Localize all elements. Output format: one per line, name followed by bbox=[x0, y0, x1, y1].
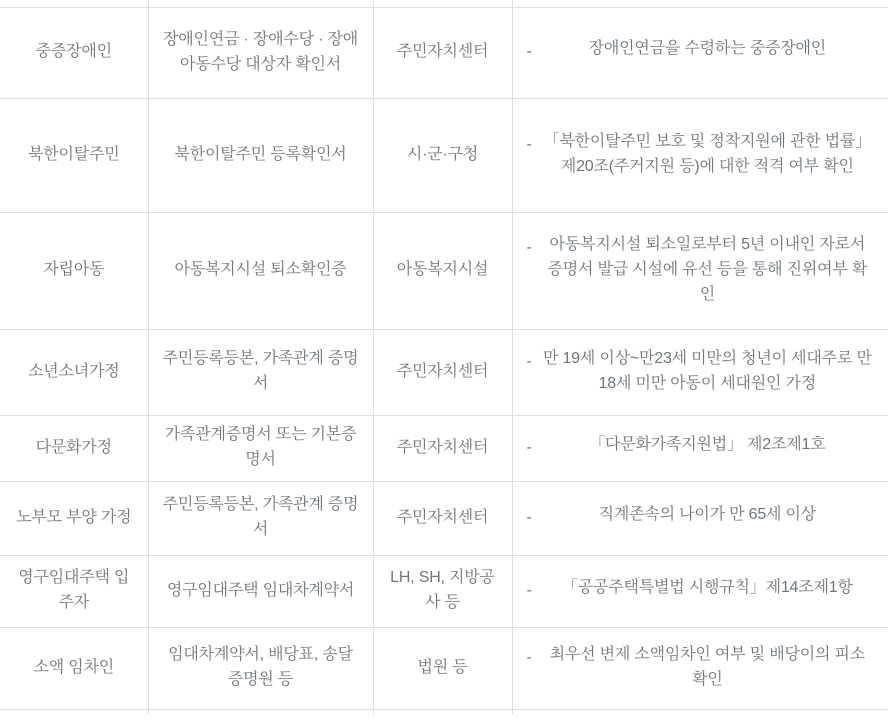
empty-cell bbox=[0, 709, 148, 714]
dash-bullet: - bbox=[526, 438, 532, 456]
document-cell: 가족관계증명서 또는 기본증명서 bbox=[148, 415, 373, 481]
note-text: 직계존속의 나이가 만 65세 이상 bbox=[598, 505, 817, 523]
issuer-cell: 주민자치센터 bbox=[373, 415, 512, 481]
category-cell: 중증장애인 bbox=[0, 7, 148, 98]
empty-cell bbox=[512, 0, 888, 7]
category-cell: 노부모 부양 가정 bbox=[0, 481, 148, 555]
note-line bbox=[527, 576, 875, 606]
document-cell: 아동복지시설 퇴소확인증 bbox=[148, 212, 373, 329]
note-text: 「북한이탈주민 보호 및 정착지원에 관한 법률」제20조(주거지원 등)에 대한 적격 여부 확인 bbox=[543, 133, 872, 175]
table-row bbox=[0, 98, 888, 212]
category-cell: 영구임대주택 입주자 bbox=[0, 555, 148, 627]
category-cell: 소년소녀가정 bbox=[0, 329, 148, 415]
note-cell bbox=[512, 481, 888, 555]
table-row bbox=[0, 555, 888, 627]
note-text: 만 19세 이상~만23세 미만의 청년이 세대주로 만 18세 미만 아동이 세대원인 가정 bbox=[542, 350, 872, 392]
dash-bullet: - bbox=[526, 353, 532, 371]
table-row bbox=[0, 329, 888, 415]
dash-bullet: - bbox=[526, 649, 532, 667]
category-cell: 다문화가정 bbox=[0, 415, 148, 481]
document-cell: 주민등록등본, 가족관계 증명서 bbox=[148, 329, 373, 415]
note-line bbox=[527, 347, 875, 397]
document-cell: 임대차계약서, 배당표, 송달증명원 등 bbox=[148, 627, 373, 709]
note-text: 아동복지시설 퇴소일로부터 5년 이내인 자로서 증명서 발급 시설에 유선 등을 통해 진위여부 확인 bbox=[547, 236, 868, 303]
table-row bbox=[0, 415, 888, 481]
issuer-cell: 아동복지시설 bbox=[373, 212, 512, 329]
dash-bullet: - bbox=[526, 581, 532, 599]
category-cell: 소액 임차인 bbox=[0, 627, 148, 709]
note-line bbox=[527, 643, 875, 693]
note-line bbox=[527, 37, 875, 67]
note-text: 「공공주택특별법 시행규칙」제14조제1항 bbox=[561, 578, 853, 596]
category-cell: 북한이탈주민 bbox=[0, 98, 148, 212]
empty-cell bbox=[373, 709, 512, 714]
document-cell: 북한이탈주민 등록확인서 bbox=[148, 98, 373, 212]
note-cell bbox=[512, 98, 888, 212]
note-text: 최우선 변제 소액임차인 여부 및 배당이의 피소 확인 bbox=[549, 646, 865, 688]
note-cell bbox=[512, 329, 888, 415]
note-cell bbox=[512, 415, 888, 481]
dash-bullet: - bbox=[526, 43, 532, 61]
empty-cell bbox=[512, 709, 888, 714]
dash-bullet: - bbox=[526, 136, 532, 154]
table-row bbox=[0, 212, 888, 329]
table-row-partial-bottom bbox=[0, 709, 888, 714]
note-text: 장애인연금을 수령하는 중증장애인 bbox=[588, 40, 826, 58]
issuer-cell: 주민자치센터 bbox=[373, 7, 512, 98]
dash-bullet: - bbox=[526, 508, 532, 526]
table-row-partial-top bbox=[0, 0, 888, 7]
note-line bbox=[527, 233, 875, 307]
note-line bbox=[527, 130, 875, 180]
issuer-cell: 주민자치센터 bbox=[373, 329, 512, 415]
note-cell bbox=[512, 555, 888, 627]
note-cell bbox=[512, 7, 888, 98]
category-cell: 자립아동 bbox=[0, 212, 148, 329]
document-cell: 주민등록등본, 가족관계 증명서 bbox=[148, 481, 373, 555]
note-line bbox=[527, 433, 875, 463]
table-row bbox=[0, 7, 888, 98]
issuer-cell: 주민자치센터 bbox=[373, 481, 512, 555]
note-cell bbox=[512, 627, 888, 709]
dash-bullet: - bbox=[526, 239, 532, 257]
issuer-cell: LH, SH, 지방공사 등 bbox=[373, 555, 512, 627]
empty-cell bbox=[0, 0, 148, 7]
document-cell: 장애인연금 · 장애수당 · 장애아동수당 대상자 확인서 bbox=[148, 7, 373, 98]
issuer-cell: 법원 등 bbox=[373, 627, 512, 709]
empty-cell bbox=[148, 0, 373, 7]
issuer-cell: 시·군·구청 bbox=[373, 98, 512, 212]
empty-cell bbox=[373, 0, 512, 7]
note-text: 「다문화가족지원법」 제2조제1호 bbox=[589, 435, 826, 453]
document-cell: 영구임대주택 임대차계약서 bbox=[148, 555, 373, 627]
note-cell bbox=[512, 212, 888, 329]
empty-cell bbox=[148, 709, 373, 714]
table-row bbox=[0, 627, 888, 709]
note-line bbox=[527, 503, 875, 533]
table-row bbox=[0, 481, 888, 555]
